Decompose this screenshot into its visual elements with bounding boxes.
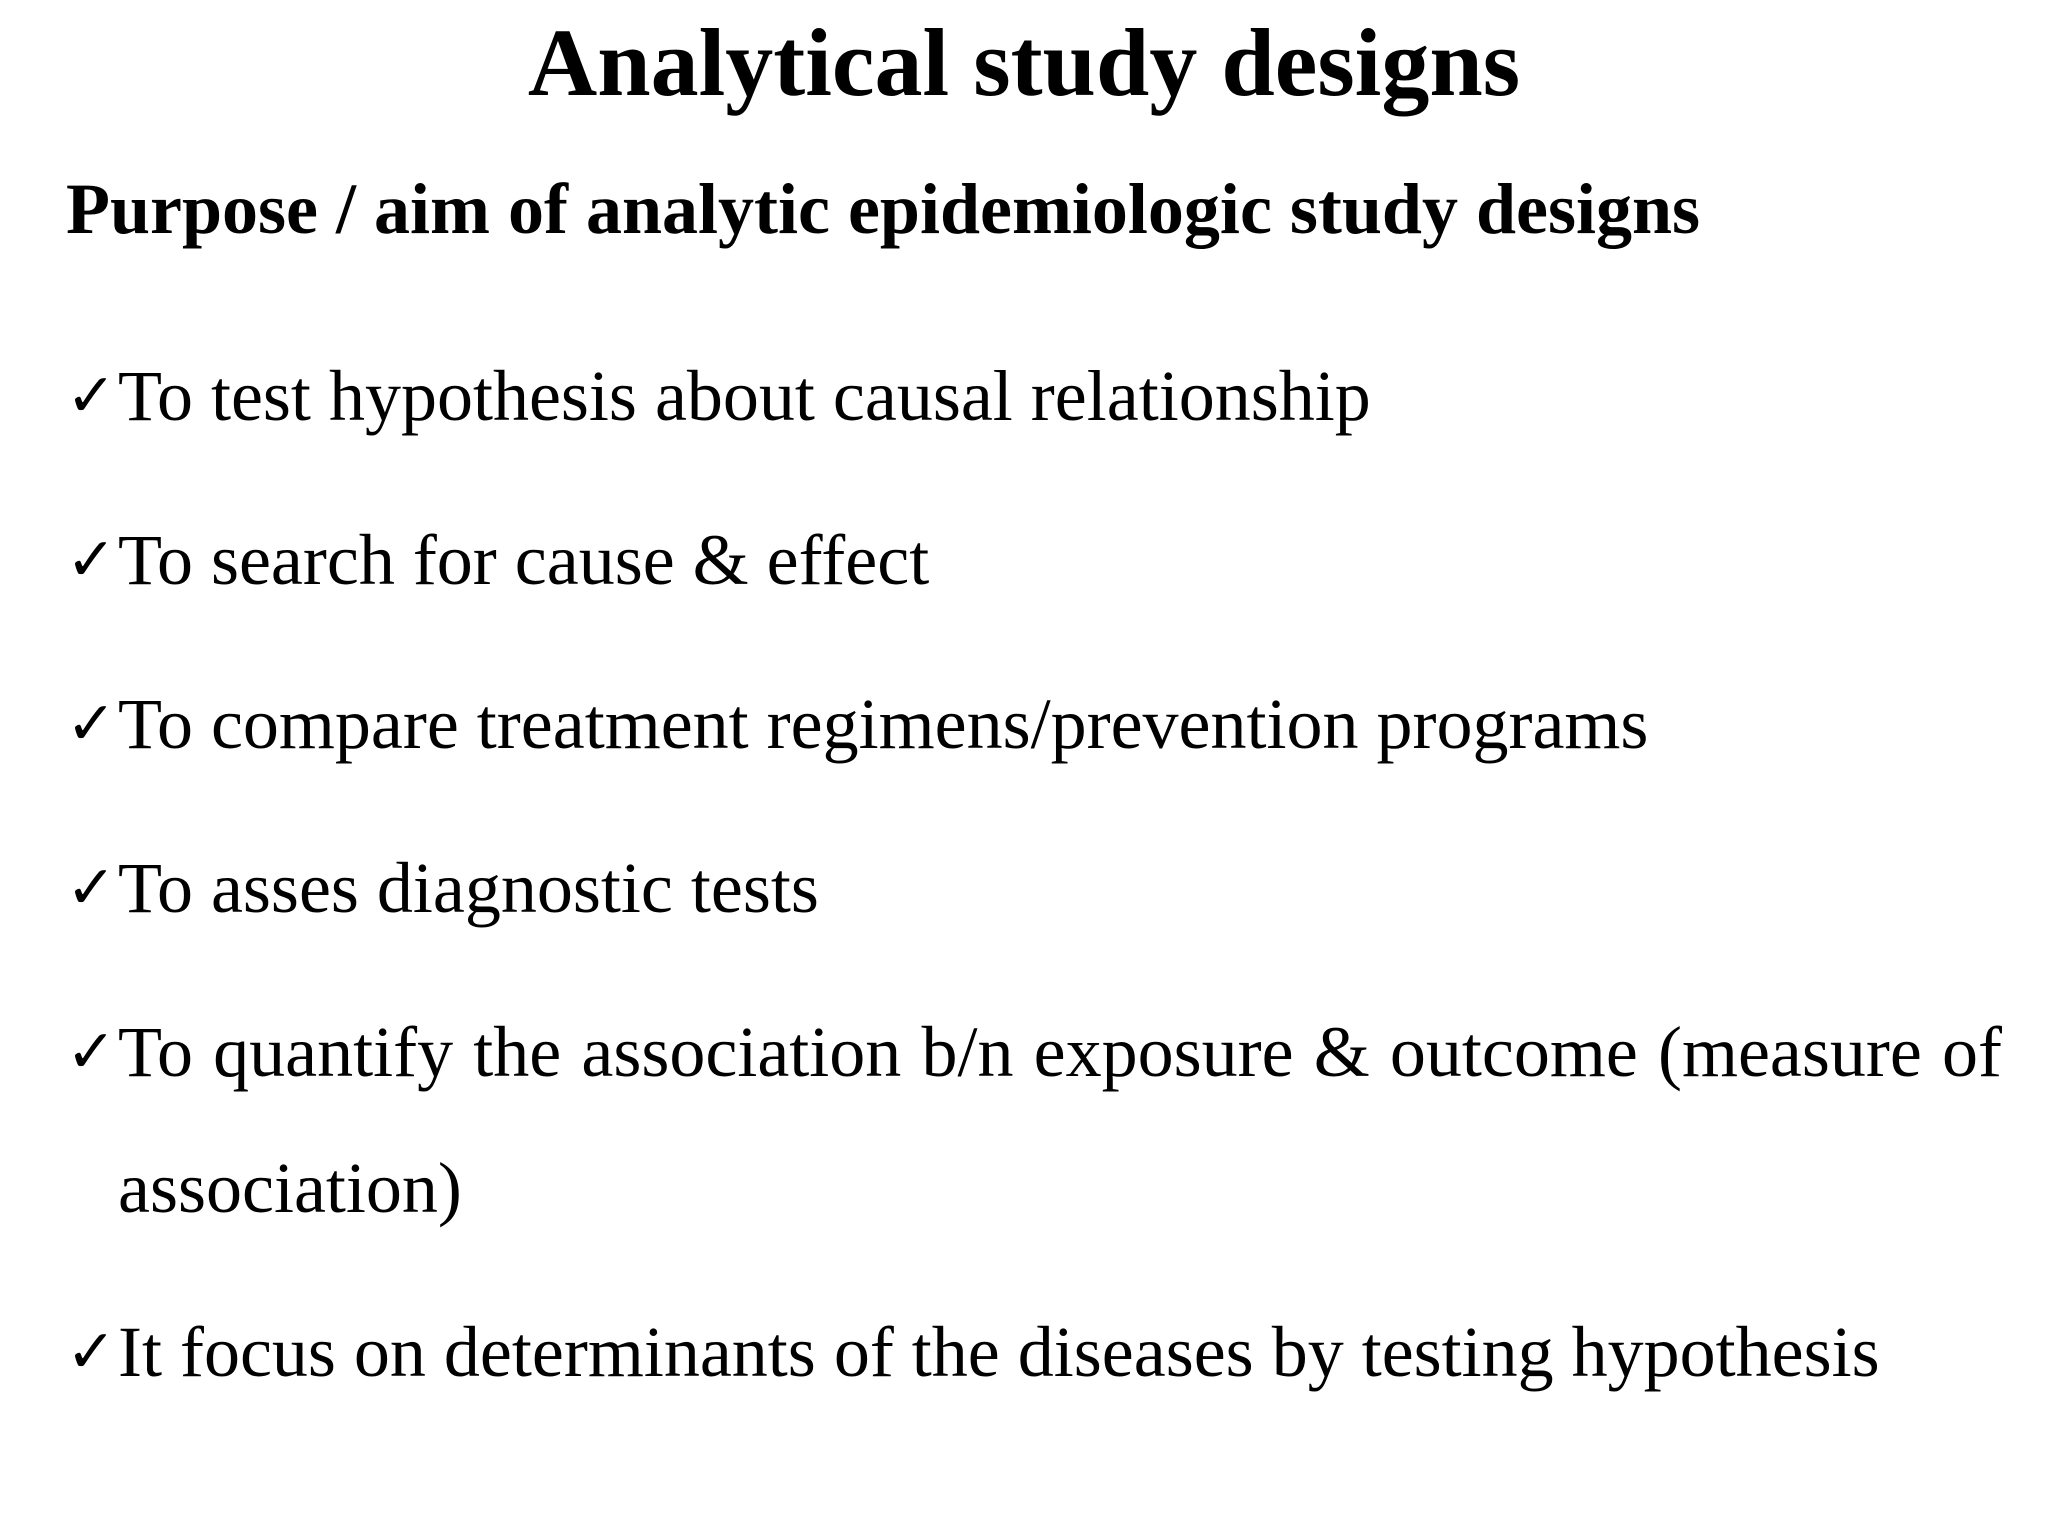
check-icon: ✓ [66,853,117,923]
slide-subtitle: Purpose / aim of analytic epidemiologic study designs [66,169,1701,249]
check-icon: ✓ [66,1017,117,1087]
bullet-text: To test hypothesis about causal relationship [118,356,1371,436]
bullet-list [66,328,2002,1448]
bullet-item [66,1284,2002,1420]
slide-title: Analytical study designs [527,9,1521,116]
check-icon: ✓ [66,689,117,759]
check-icon: ✓ [66,1317,117,1387]
check-icon: ✓ [66,525,117,595]
bullet-text: To asses diagnostic tests [118,848,819,928]
check-icon: ✓ [66,361,117,431]
bullet-text: It focus on determinants of the diseases by testing hypothesis [118,1312,1880,1392]
bullet-item [66,656,2002,792]
bullet-item [66,820,2002,956]
bullet-item [66,492,2002,628]
bullet-text: To search for cause & effect [118,520,930,600]
bullet-item [66,984,2002,1256]
bullet-item [66,328,2002,464]
bullet-text: To compare treatment regimens/prevention programs [118,684,1649,764]
bullet-text: To quantify the association b/n exposure & outcome (measure of association) [118,1012,2002,1228]
